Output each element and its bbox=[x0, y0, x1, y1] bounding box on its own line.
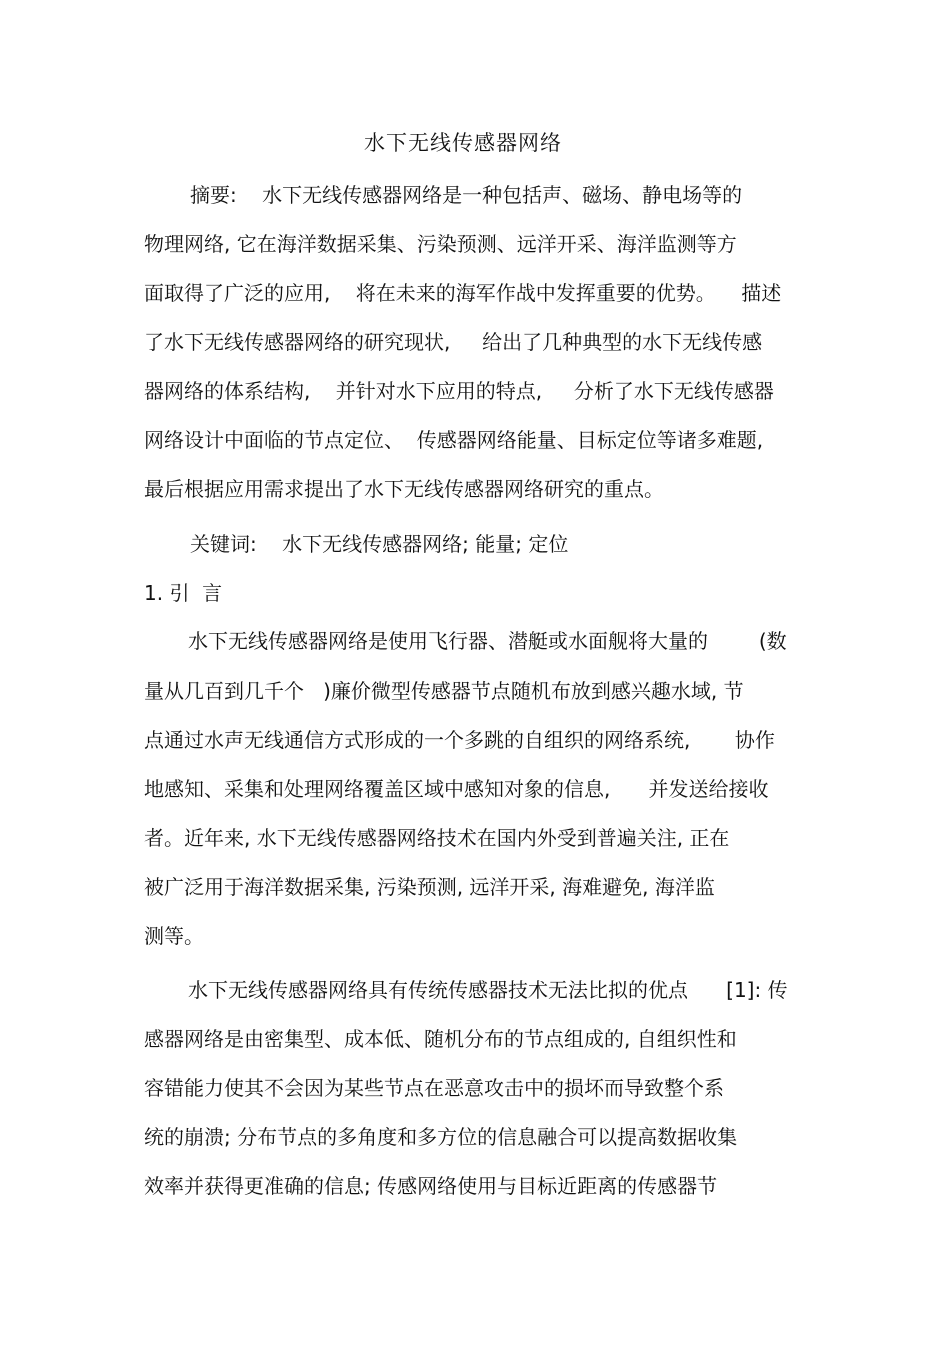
paragraph2-line-4: 统的崩溃; 分布节点的多角度和多方位的信息融合可以提高数据收集 bbox=[144, 1125, 738, 1149]
abstract-line-4: 了水下无线传感器网络的研究现状, 给出了几种典型的水下无线传感 bbox=[144, 330, 763, 354]
paragraph1-line-2: 量从几百到几千个 )廉价微型传感器节点随机布放到感兴趣水域, 节 bbox=[144, 679, 744, 703]
abstract-line-7: 最后根据应用需求提出了水下无线传感器网络研究的重点。 bbox=[144, 477, 664, 501]
abstract-line-1: 摘要: 水下无线传感器网络是一种包括声、磁场、静电场等的 bbox=[190, 183, 743, 207]
section-heading: 1. 引 言 bbox=[144, 581, 223, 605]
keywords-line: 关键词: 水下无线传感器网络; 能量; 定位 bbox=[190, 532, 569, 556]
abstract-line-6: 网络设计中面临的节点定位、 传感器网络能量、目标定位等诸多难题, bbox=[144, 428, 764, 452]
paragraph2-line-3: 容错能力使其不会因为某些节点在恶意攻击中的损坏而导致整个系 bbox=[144, 1076, 724, 1100]
document-title: 水下无线传感器网络 bbox=[364, 131, 562, 155]
abstract-line-5: 器网络的体系结构, 并针对水下应用的特点, 分析了水下无线传感器 bbox=[144, 379, 774, 403]
paragraph2-line-2: 感器网络是由密集型、成本低、随机分布的节点组成的, 自组织性和 bbox=[144, 1027, 737, 1051]
paragraph1-line-5: 者。近年来, 水下无线传感器网络技术在国内外受到普遍关注, 正在 bbox=[144, 826, 730, 850]
paragraph1-line-4: 地感知、采集和处理网络覆盖区域中感知对象的信息, 并发送给接收 bbox=[144, 777, 769, 801]
abstract-line-2: 物理网络, 它在海洋数据采集、污染预测、远洋开采、海洋监测等方 bbox=[144, 232, 737, 256]
abstract-line-3: 面取得了广泛的应用, 将在未来的海军作战中发挥重要的优势。 描述 bbox=[144, 281, 782, 305]
paragraph2-line-5: 效率并获得更准确的信息; 传感网络使用与目标近距离的传感器节 bbox=[144, 1174, 718, 1198]
paragraph1-line-6: 被广泛用于海洋数据采集, 污染预测, 远洋开采, 海难避免, 海洋监 bbox=[144, 875, 715, 899]
paragraph1-line-7: 测等。 bbox=[144, 924, 204, 948]
paragraph2-line-1: 水下无线传感器网络具有传统传感器技术无法比拟的优点 [1]: 传 bbox=[188, 978, 788, 1002]
paragraph1-line-1: 水下无线传感器网络是使用飞行器、潜艇或水面舰将大量的 (数 bbox=[188, 629, 787, 653]
paragraph1-line-3: 点通过水声无线通信方式形成的一个多跳的自组织的网络系统, 协作 bbox=[144, 728, 775, 752]
